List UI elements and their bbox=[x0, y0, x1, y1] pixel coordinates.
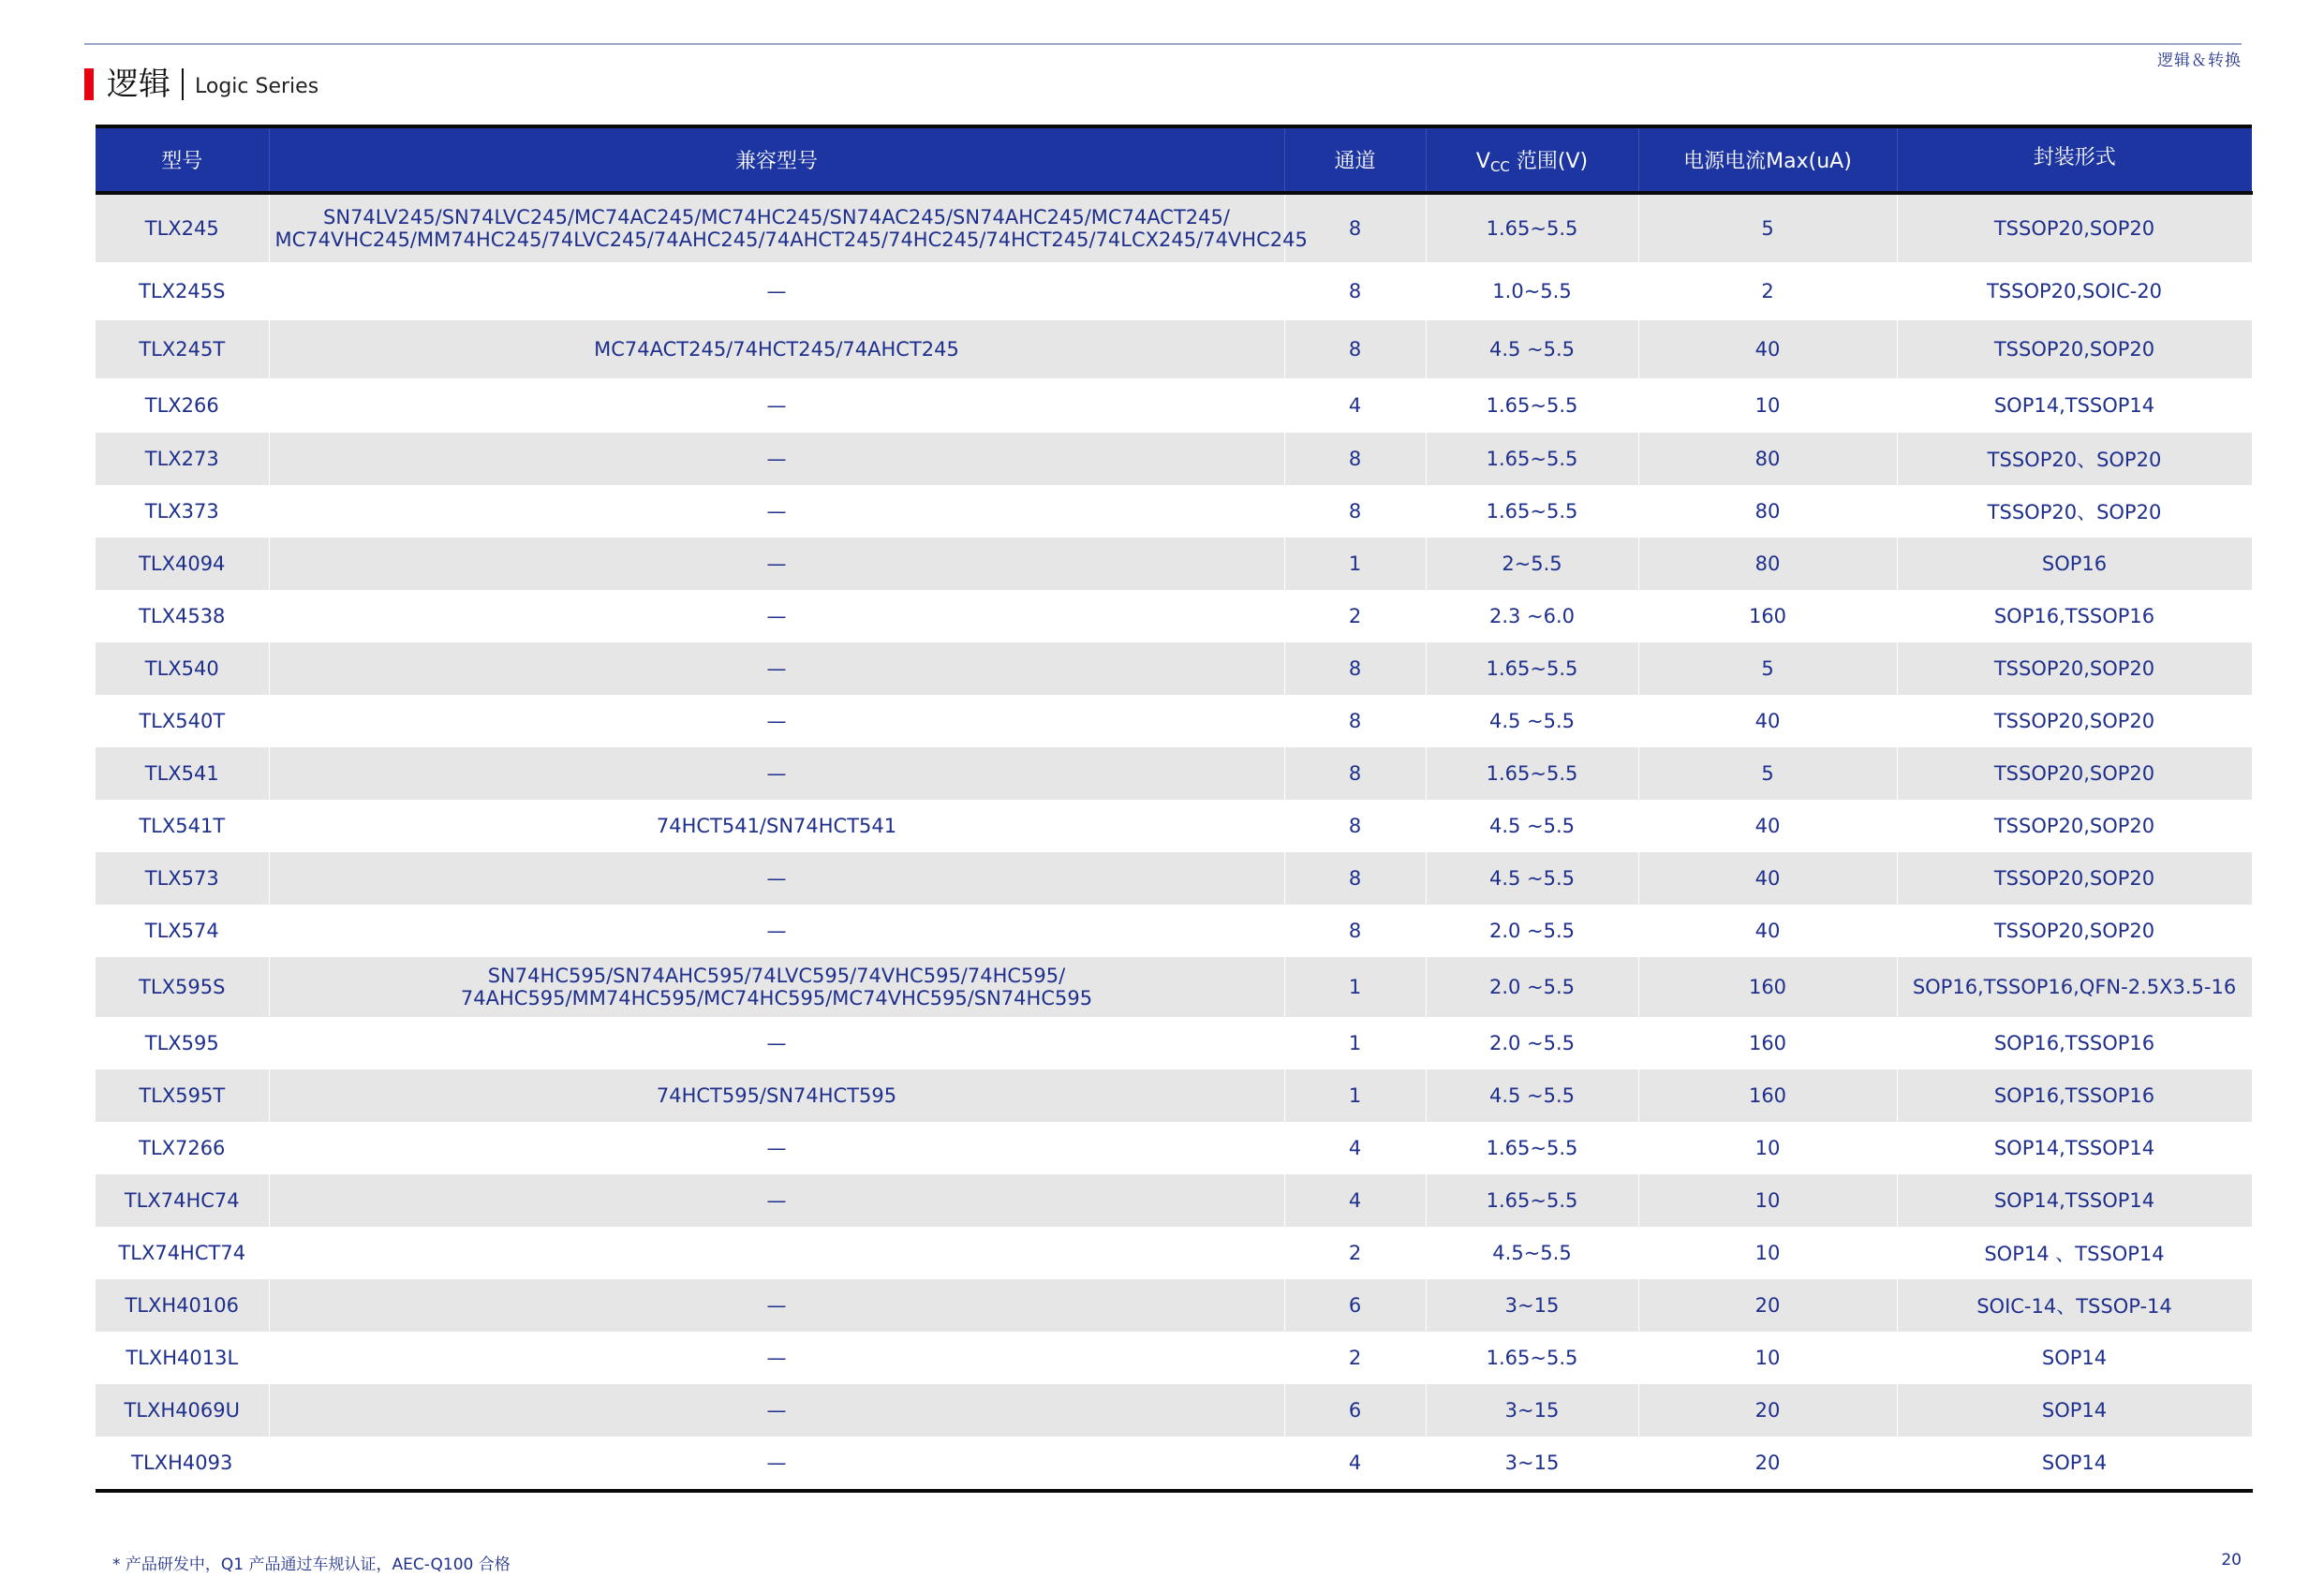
cell-package: TSSOP20,SOP20 bbox=[1897, 852, 2252, 905]
table-row bbox=[96, 1384, 2252, 1437]
table-row bbox=[96, 262, 2252, 320]
table-row bbox=[96, 378, 2252, 433]
cell-compatible: — bbox=[269, 852, 1284, 905]
cell-model: TLXH40106 bbox=[96, 1279, 269, 1332]
cell-vcc: 4.5 ~5.5 bbox=[1426, 1069, 1638, 1122]
top-divider bbox=[84, 43, 2242, 45]
cell-model: TLX273 bbox=[96, 433, 269, 485]
cell-current: 20 bbox=[1638, 1437, 1897, 1491]
cell-package: TSSOP20,SOP20 bbox=[1897, 695, 2252, 747]
table-row bbox=[96, 1227, 2252, 1279]
cell-vcc: 4.5 ~5.5 bbox=[1426, 852, 1638, 905]
cell-compatible: — bbox=[269, 485, 1284, 538]
cell-vcc: 4.5 ~5.5 bbox=[1426, 800, 1638, 852]
cell-model: TLX540 bbox=[96, 642, 269, 695]
cell-channels: 8 bbox=[1284, 800, 1426, 852]
title-accent-bar bbox=[84, 68, 94, 100]
cell-current: 160 bbox=[1638, 957, 1897, 1017]
cell-package: SOP14,TSSOP14 bbox=[1897, 378, 2252, 433]
cell-vcc: 1.65~5.5 bbox=[1426, 378, 1638, 433]
cell-vcc: 2~5.5 bbox=[1426, 538, 1638, 590]
table-row bbox=[96, 433, 2252, 485]
cell-current: 160 bbox=[1638, 1017, 1897, 1069]
title-separator bbox=[182, 68, 184, 100]
cell-channels: 4 bbox=[1284, 378, 1426, 433]
cell-channels: 1 bbox=[1284, 957, 1426, 1017]
cell-compatible: — bbox=[269, 1279, 1284, 1332]
cell-current: 80 bbox=[1638, 433, 1897, 485]
cell-channels: 4 bbox=[1284, 1122, 1426, 1174]
cell-compatible: — bbox=[269, 538, 1284, 590]
cell-channels: 8 bbox=[1284, 695, 1426, 747]
cell-channels: 2 bbox=[1284, 1227, 1426, 1279]
cell-current: 40 bbox=[1638, 905, 1897, 957]
cell-compatible: SN74HC595/SN74AHC595/74LVC595/74VHC595/74HC595/ 74AHC595/MM74HC595/MC74HC595/MC74VHC595/SN74HC595 bbox=[269, 957, 1284, 1017]
col-header-channels: 通道 bbox=[1284, 126, 1426, 193]
cell-compatible: — bbox=[269, 1174, 1284, 1227]
footnote: * 产品研发中，Q1 产品通过车规认证，AEC-Q100 合格 bbox=[112, 1555, 511, 1574]
table-row bbox=[96, 1017, 2252, 1069]
cell-model: TLX373 bbox=[96, 485, 269, 538]
table-row bbox=[96, 1279, 2252, 1332]
cell-channels: 1 bbox=[1284, 1017, 1426, 1069]
cell-model: TLX4094 bbox=[96, 538, 269, 590]
cell-vcc: 1.65~5.5 bbox=[1426, 193, 1638, 262]
cell-vcc: 1.65~5.5 bbox=[1426, 1332, 1638, 1384]
table-row bbox=[96, 1122, 2252, 1174]
section-label: 逻辑＆转换 bbox=[2157, 52, 2242, 70]
cell-current: 80 bbox=[1638, 538, 1897, 590]
cell-package: TSSOP20,SOP20 bbox=[1897, 905, 2252, 957]
cell-current: 20 bbox=[1638, 1279, 1897, 1332]
cell-vcc: 1.65~5.5 bbox=[1426, 1122, 1638, 1174]
cell-channels: 6 bbox=[1284, 1384, 1426, 1437]
cell-channels: 8 bbox=[1284, 905, 1426, 957]
table-row bbox=[96, 538, 2252, 590]
cell-current: 20 bbox=[1638, 1384, 1897, 1437]
cell-model: TLX540T bbox=[96, 695, 269, 747]
col-header-package: 封装形式 bbox=[1897, 126, 2252, 193]
cell-channels: 6 bbox=[1284, 1279, 1426, 1332]
cell-compatible: — bbox=[269, 695, 1284, 747]
cell-compatible: 74HCT541/SN74HCT541 bbox=[269, 800, 1284, 852]
cell-model: TLX266 bbox=[96, 378, 269, 433]
cell-package: SOP14 bbox=[1897, 1437, 2252, 1491]
cell-current: 10 bbox=[1638, 1332, 1897, 1384]
vcc-range-label: 范围(V) bbox=[1509, 149, 1589, 173]
table-row bbox=[96, 800, 2252, 852]
cell-compatible: — bbox=[269, 590, 1284, 642]
cell-vcc: 1.65~5.5 bbox=[1426, 747, 1638, 800]
cell-vcc: 2.0 ~5.5 bbox=[1426, 905, 1638, 957]
cell-model: TLX541T bbox=[96, 800, 269, 852]
cell-package: SOP14,TSSOP14 bbox=[1897, 1122, 2252, 1174]
cell-vcc: 1.65~5.5 bbox=[1426, 642, 1638, 695]
cell-channels: 2 bbox=[1284, 1332, 1426, 1384]
cell-compatible: — bbox=[269, 262, 1284, 320]
cell-channels: 1 bbox=[1284, 1069, 1426, 1122]
cell-vcc: 1.0~5.5 bbox=[1426, 262, 1638, 320]
cell-channels: 8 bbox=[1284, 852, 1426, 905]
page-number: 20 bbox=[2221, 1551, 2242, 1570]
cell-current: 160 bbox=[1638, 1069, 1897, 1122]
cell-compatible: SN74LV245/SN74LVC245/MC74AC245/MC74HC245/SN74AC245/SN74AHC245/MC74ACT245/ MC74VHC245/MM74HC245/74LVC245/74AHC245/74AHCT245/74HC245/74HCT245/74LCX245/74VHC245 bbox=[269, 193, 1284, 262]
col-header-vcc bbox=[1426, 126, 1638, 193]
cell-current: 40 bbox=[1638, 852, 1897, 905]
cell-model: TLX245 bbox=[96, 193, 269, 262]
cell-package: SOP14 bbox=[1897, 1384, 2252, 1437]
table-row bbox=[96, 695, 2252, 747]
cell-channels: 8 bbox=[1284, 193, 1426, 262]
table-row bbox=[96, 852, 2252, 905]
cell-current: 40 bbox=[1638, 695, 1897, 747]
cell-vcc: 4.5 ~5.5 bbox=[1426, 695, 1638, 747]
cell-model: TLX4538 bbox=[96, 590, 269, 642]
cell-compatible: — bbox=[269, 433, 1284, 485]
table-header-row bbox=[96, 126, 2252, 193]
cell-channels: 4 bbox=[1284, 1437, 1426, 1491]
col-header-model: 型号 bbox=[96, 126, 269, 193]
cell-current: 10 bbox=[1638, 378, 1897, 433]
cell-package: SOIC-14、TSSOP-14 bbox=[1897, 1279, 2252, 1332]
cell-model: TLX595S bbox=[96, 957, 269, 1017]
table-row bbox=[96, 642, 2252, 695]
cell-model: TLX541 bbox=[96, 747, 269, 800]
cell-channels: 4 bbox=[1284, 1174, 1426, 1227]
cell-model: TLX573 bbox=[96, 852, 269, 905]
cell-channels: 8 bbox=[1284, 320, 1426, 378]
cell-package: SOP14,TSSOP14 bbox=[1897, 1174, 2252, 1227]
cell-compatible: — bbox=[269, 747, 1284, 800]
cell-current: 10 bbox=[1638, 1227, 1897, 1279]
cell-package: TSSOP20、SOP20 bbox=[1897, 433, 2252, 485]
table-body bbox=[96, 193, 2252, 1491]
cell-channels: 8 bbox=[1284, 485, 1426, 538]
cell-current: 2 bbox=[1638, 262, 1897, 320]
cell-channels: 2 bbox=[1284, 590, 1426, 642]
cell-compatible: — bbox=[269, 1437, 1284, 1491]
cell-compatible: — bbox=[269, 1017, 1284, 1069]
cell-package: TSSOP20,SOP20 bbox=[1897, 193, 2252, 262]
cell-package: SOP16 bbox=[1897, 538, 2252, 590]
cell-channels: 8 bbox=[1284, 747, 1426, 800]
cell-channels: 8 bbox=[1284, 433, 1426, 485]
cell-package: TSSOP20,SOP20 bbox=[1897, 320, 2252, 378]
cell-compatible: — bbox=[269, 1122, 1284, 1174]
cell-package: SOP16,TSSOP16,QFN-2.5X3.5-16 bbox=[1897, 957, 2252, 1017]
cell-model: TLX574 bbox=[96, 905, 269, 957]
cell-vcc: 1.65~5.5 bbox=[1426, 1174, 1638, 1227]
cell-package: SOP16,TSSOP16 bbox=[1897, 590, 2252, 642]
title-cn: 逻辑 bbox=[107, 66, 170, 103]
col-header-compatible: 兼容型号 bbox=[269, 126, 1284, 193]
cell-package: SOP14 、TSSOP14 bbox=[1897, 1227, 2252, 1279]
cell-vcc: 3~15 bbox=[1426, 1437, 1638, 1491]
cell-current: 5 bbox=[1638, 747, 1897, 800]
table-row bbox=[96, 905, 2252, 957]
cell-current: 40 bbox=[1638, 320, 1897, 378]
table-row bbox=[96, 485, 2252, 538]
cell-model: TLX595T bbox=[96, 1069, 269, 1122]
cell-model: TLX7266 bbox=[96, 1122, 269, 1174]
cell-vcc: 1.65~5.5 bbox=[1426, 433, 1638, 485]
cell-compatible: — bbox=[269, 378, 1284, 433]
cell-package: TSSOP20、SOP20 bbox=[1897, 485, 2252, 538]
cell-vcc: 2.3 ~6.0 bbox=[1426, 590, 1638, 642]
table-row bbox=[96, 320, 2252, 378]
cell-current: 5 bbox=[1638, 642, 1897, 695]
cell-current: 5 bbox=[1638, 193, 1897, 262]
cell-current: 80 bbox=[1638, 485, 1897, 538]
cell-vcc: 3~15 bbox=[1426, 1279, 1638, 1332]
cell-vcc: 4.5 ~5.5 bbox=[1426, 320, 1638, 378]
page-title bbox=[84, 64, 318, 105]
cell-vcc: 4.5~5.5 bbox=[1426, 1227, 1638, 1279]
cell-compatible: — bbox=[269, 642, 1284, 695]
cell-package: TSSOP20,SOP20 bbox=[1897, 800, 2252, 852]
table-row bbox=[96, 957, 2252, 1017]
cell-compatible: — bbox=[269, 1384, 1284, 1437]
table-row bbox=[96, 747, 2252, 800]
cell-package: SOP16,TSSOP16 bbox=[1897, 1069, 2252, 1122]
table-row bbox=[96, 1332, 2252, 1384]
cell-package: TSSOP20,SOIC-20 bbox=[1897, 262, 2252, 320]
cell-vcc: 2.0 ~5.5 bbox=[1426, 1017, 1638, 1069]
table-row bbox=[96, 1437, 2252, 1491]
table-row bbox=[96, 193, 2252, 262]
cell-package: TSSOP20,SOP20 bbox=[1897, 747, 2252, 800]
cell-model: TLX245S bbox=[96, 262, 269, 320]
cell-vcc: 3~15 bbox=[1426, 1384, 1638, 1437]
cell-model: TLX74HC74 bbox=[96, 1174, 269, 1227]
cell-channels: 8 bbox=[1284, 642, 1426, 695]
cell-channels: 1 bbox=[1284, 538, 1426, 590]
table-row bbox=[96, 1174, 2252, 1227]
cell-model: TLX245T bbox=[96, 320, 269, 378]
vcc-subscript: CC bbox=[1489, 157, 1510, 175]
cell-channels: 8 bbox=[1284, 262, 1426, 320]
cell-compatible: MC74ACT245/74HCT245/74AHCT245 bbox=[269, 320, 1284, 378]
cell-compatible bbox=[269, 1227, 1284, 1279]
cell-package: SOP16,TSSOP16 bbox=[1897, 1017, 2252, 1069]
cell-model: TLXH4093 bbox=[96, 1437, 269, 1491]
cell-compatible: — bbox=[269, 1332, 1284, 1384]
cell-vcc: 1.65~5.5 bbox=[1426, 485, 1638, 538]
cell-model: TLX595 bbox=[96, 1017, 269, 1069]
cell-model: TLXH4013L bbox=[96, 1332, 269, 1384]
product-table bbox=[96, 125, 2252, 1493]
cell-compatible: 74HCT595/SN74HCT595 bbox=[269, 1069, 1284, 1122]
cell-model: TLXH4069U bbox=[96, 1384, 269, 1437]
title-en: Logic Series bbox=[195, 75, 319, 98]
cell-model: TLX74HCT74 bbox=[96, 1227, 269, 1279]
cell-current: 160 bbox=[1638, 590, 1897, 642]
cell-current: 10 bbox=[1638, 1122, 1897, 1174]
cell-package: SOP14 bbox=[1897, 1332, 2252, 1384]
cell-compatible: — bbox=[269, 905, 1284, 957]
cell-package: TSSOP20,SOP20 bbox=[1897, 642, 2252, 695]
cell-current: 40 bbox=[1638, 800, 1897, 852]
table-row bbox=[96, 590, 2252, 642]
vcc-label: V bbox=[1475, 149, 1490, 173]
table-row bbox=[96, 1069, 2252, 1122]
cell-current: 10 bbox=[1638, 1174, 1897, 1227]
col-header-current: 电源电流Max(uA) bbox=[1638, 126, 1897, 193]
cell-vcc: 2.0 ~5.5 bbox=[1426, 957, 1638, 1017]
